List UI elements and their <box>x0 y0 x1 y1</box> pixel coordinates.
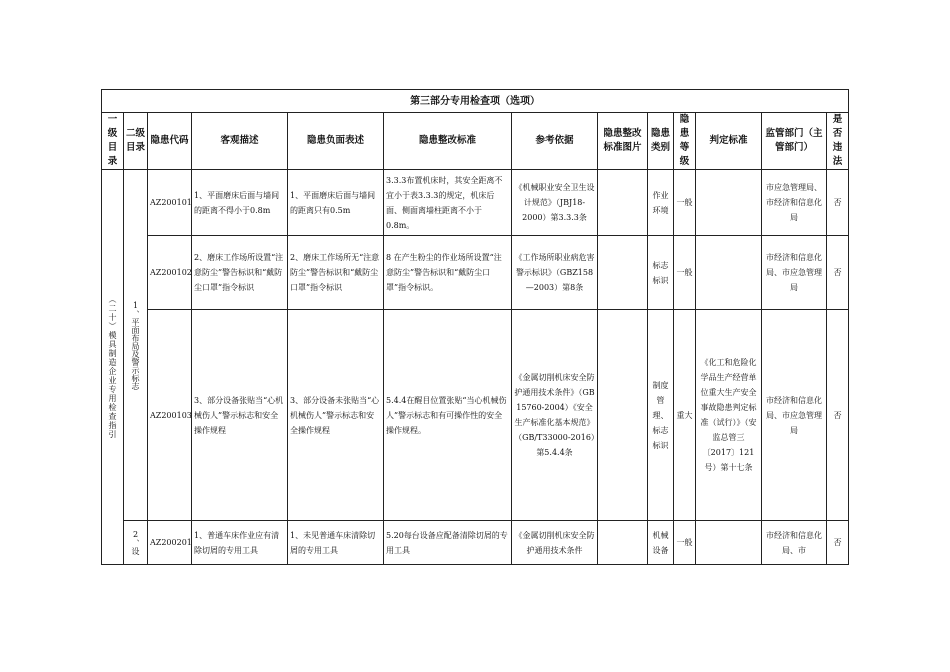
header-negative: 隐患负面表述 <box>288 113 384 170</box>
level-cell: 一般 <box>674 236 696 310</box>
illegal-cell: 否 <box>827 310 849 521</box>
objective-cell: 1、平面磨床后面与墙间的距离不得小于0.8m <box>192 170 288 236</box>
basis-cell: 《工作场所职业病危害警示标识》（GBZ158—2003）第8条 <box>512 236 598 310</box>
judgement-cell <box>696 236 762 310</box>
negative-cell: 2、磨床工作场所无“注意防尘”警告标识和“戴防尘口罩”指令标识 <box>288 236 384 310</box>
header-objective: 客观描述 <box>192 113 288 170</box>
negative-cell: 3、部分设备未张贴当“心机械伤人”警示标志和安全操作规程 <box>288 310 384 521</box>
dept-cell: 市应急管理局、市经济和信息化局 <box>762 170 827 236</box>
judgement-cell <box>696 521 762 565</box>
header-dept: 监管部门（主管部门） <box>762 113 827 170</box>
negative-cell: 1、未见普通车床清除切屑的专用工具 <box>288 521 384 565</box>
dept-cell: 市经济和信息化局、市 <box>762 521 827 565</box>
level2-cell: 1、平面布局及警示标志 <box>124 170 148 521</box>
standard-cell: 3.3.3布置机床时，其安全距离不宜小于表3.3.3的规定，机床后面、侧面离墙柱距离不小于0.8m。 <box>384 170 512 236</box>
code-cell: AZ200201 <box>148 521 192 565</box>
table-row <box>102 310 849 521</box>
inspection-table <box>101 89 849 565</box>
header-code: 隐患代码 <box>148 113 192 170</box>
header-image: 隐患整改标准图片 <box>598 113 648 170</box>
illegal-cell: 否 <box>827 521 849 565</box>
image-cell <box>598 310 648 521</box>
table-row <box>102 170 849 236</box>
table-title: 第三部分专用检查项（选项） <box>102 90 849 113</box>
basis-cell: 《机械职业安全卫生设计规范》（JBJ18-2000）第3.3.3条 <box>512 170 598 236</box>
basis-cell: 《金属切削机床安全防护通用技术条件》（GB 15760-2004）《安全生产标准化基本规范》（GB/T33000-2016）第5.4.4条 <box>512 310 598 521</box>
header-level1: 一级目录 <box>102 113 124 170</box>
illegal-cell: 否 <box>827 236 849 310</box>
standard-cell: 5.20每台设备应配备清除切屑的专用工具 <box>384 521 512 565</box>
header-level2: 二级目录 <box>124 113 148 170</box>
header-basis: 参考依据 <box>512 113 598 170</box>
header-row <box>102 113 849 170</box>
table-row <box>102 236 849 310</box>
code-cell: AZ200101 <box>148 170 192 236</box>
judgement-cell: 《化工和危险化学品生产经营单位重大生产安全事故隐患判定标准（试行）》（安监总管三〔2017〕121号）第十七条 <box>696 310 762 521</box>
header-level: 隐患等级 <box>674 113 696 170</box>
header-standard: 隐患整改标准 <box>384 113 512 170</box>
image-cell <box>598 170 648 236</box>
category-cell: 制度管理、标志标识 <box>648 310 674 521</box>
code-cell: AZ200103 <box>148 310 192 521</box>
dept-cell: 市经济和信息化局、市应急管理局 <box>762 310 827 521</box>
header-judgement: 判定标准 <box>696 113 762 170</box>
level-cell: 重大 <box>674 310 696 521</box>
negative-cell: 1、平面磨床后面与墙间的距离只有0.5m <box>288 170 384 236</box>
image-cell <box>598 236 648 310</box>
title-row <box>102 90 849 113</box>
level-cell: 一般 <box>674 521 696 565</box>
level1-cell: （二十）模具制造企业专用检查指引 <box>102 170 124 565</box>
objective-cell: 3、部分设备张贴当“心机械伤人”警示标志和安全操作规程 <box>192 310 288 521</box>
code-cell: AZ200102 <box>148 236 192 310</box>
standard-cell: 5.4.4在醒目位置张贴“当心机械伤人”警示标志和有可操作性的安全操作规程。 <box>384 310 512 521</box>
header-category: 隐患类别 <box>648 113 674 170</box>
category-cell: 机械设备 <box>648 521 674 565</box>
category-cell: 标志标识 <box>648 236 674 310</box>
basis-cell: 《金属切削机床安全防护通用技术条件 <box>512 521 598 565</box>
illegal-cell: 否 <box>827 170 849 236</box>
objective-cell: 2、磨床工作场所设置“注意防尘”警告标识和“戴防尘口罩”指令标识 <box>192 236 288 310</box>
image-cell <box>598 521 648 565</box>
standard-cell: 8 在产生粉尘的作业场所设置“注意防尘”警告标识和“戴防尘口罩”指令标识。 <box>384 236 512 310</box>
table-row <box>102 521 849 565</box>
objective-cell: 1、普通车床作业应有清除切屑的专用工具 <box>192 521 288 565</box>
header-illegal: 是否违法 <box>827 113 849 170</box>
level2-cell: 2、设 <box>124 521 148 565</box>
level-cell: 一般 <box>674 170 696 236</box>
judgement-cell <box>696 170 762 236</box>
category-cell: 作业环境 <box>648 170 674 236</box>
dept-cell: 市经济和信息化局、市应急管理局 <box>762 236 827 310</box>
